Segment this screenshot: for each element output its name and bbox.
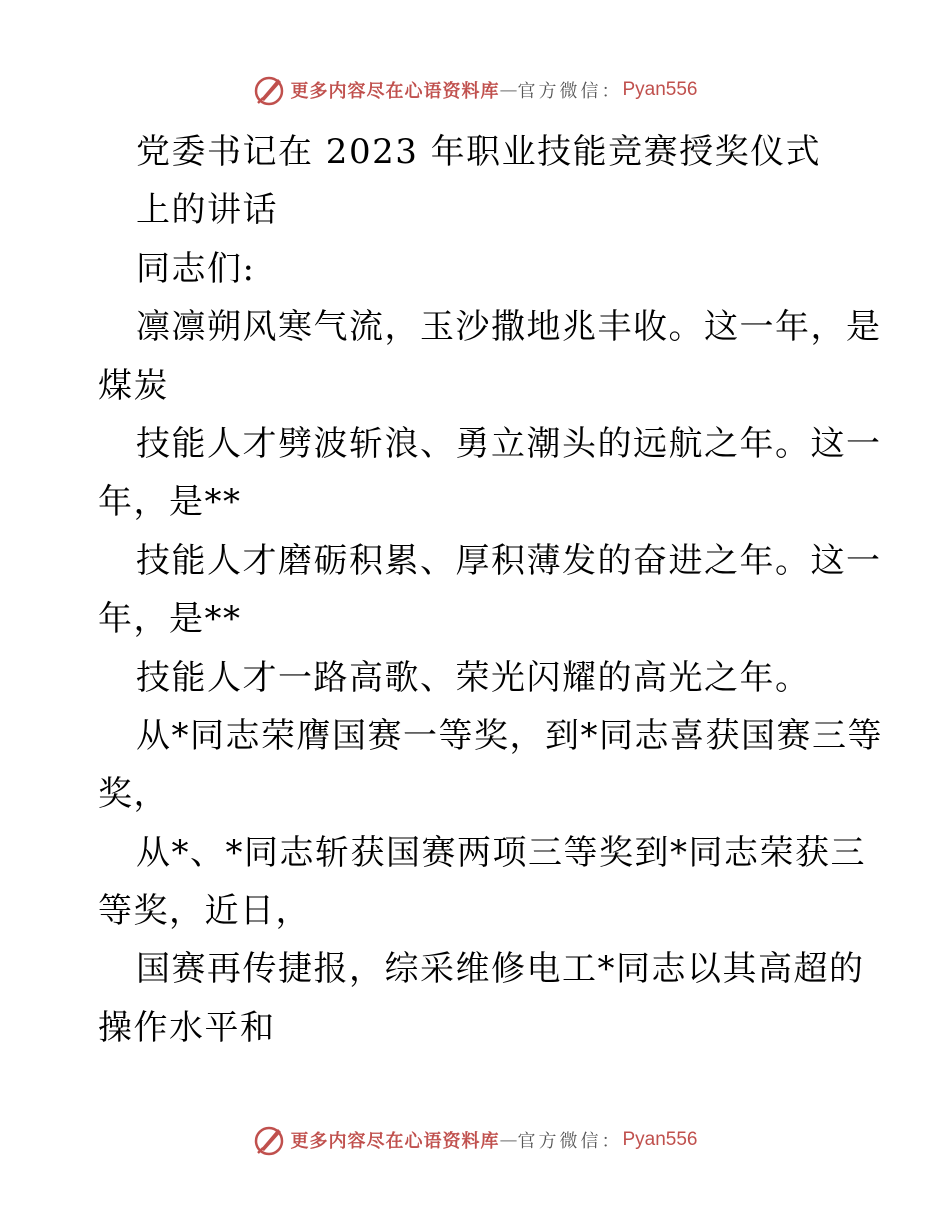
banner-sub-text: 官方微信：	[517, 81, 623, 102]
document-line: 上的讲话	[136, 190, 278, 231]
quill-logo-icon	[252, 1123, 286, 1157]
document-line: 煤炭	[98, 365, 169, 406]
document-line: 从*、*同志斩获国赛两项三等奖到*同志荣获三	[136, 832, 866, 873]
document-line: 技能人才劈波斩浪、勇立潮头的远航之年。这一	[136, 423, 882, 464]
document-line: 凛凛朔风寒气流，玉沙撒地兆丰收。这一年，是	[136, 307, 882, 348]
document-line: 操作水平和	[98, 1007, 276, 1048]
document-line: 年，是**	[98, 482, 242, 523]
banner-wechat-id: Pyan556	[622, 79, 698, 100]
quill-logo-icon	[252, 73, 286, 107]
document-line: 技能人才一路高歌、荣光闪耀的高光之年。	[136, 657, 811, 698]
document-line: 奖，	[98, 774, 169, 815]
document-line: 年，是**	[98, 599, 242, 640]
document-body	[98, 123, 883, 1057]
banner-wechat-id: Pyan556	[622, 1129, 698, 1150]
banner-sub-text: 官方微信：	[517, 1131, 623, 1152]
footer-banner	[0, 1120, 950, 1160]
document-line: 党委书记在 2023 年职业技能竞赛授奖仪式	[136, 132, 822, 172]
banner-main-text: 更多内容尽在心语资料库	[290, 1131, 500, 1152]
document-line: 同志们:	[136, 248, 256, 289]
document-line: 国赛再传捷报，综采维修电工*同志以其高超的	[136, 949, 865, 990]
document-line: 技能人才磨砺积累、厚积薄发的奋进之年。这一	[136, 540, 882, 581]
banner-dash: —	[499, 79, 518, 101]
header-banner	[0, 70, 950, 110]
document-line: 从*同志荣膺国赛一等奖，到*同志喜获国赛三等	[136, 715, 883, 756]
document-line: 等奖，近日，	[98, 891, 311, 932]
banner-main-text: 更多内容尽在心语资料库	[290, 81, 500, 102]
banner-dash: —	[499, 1129, 518, 1151]
